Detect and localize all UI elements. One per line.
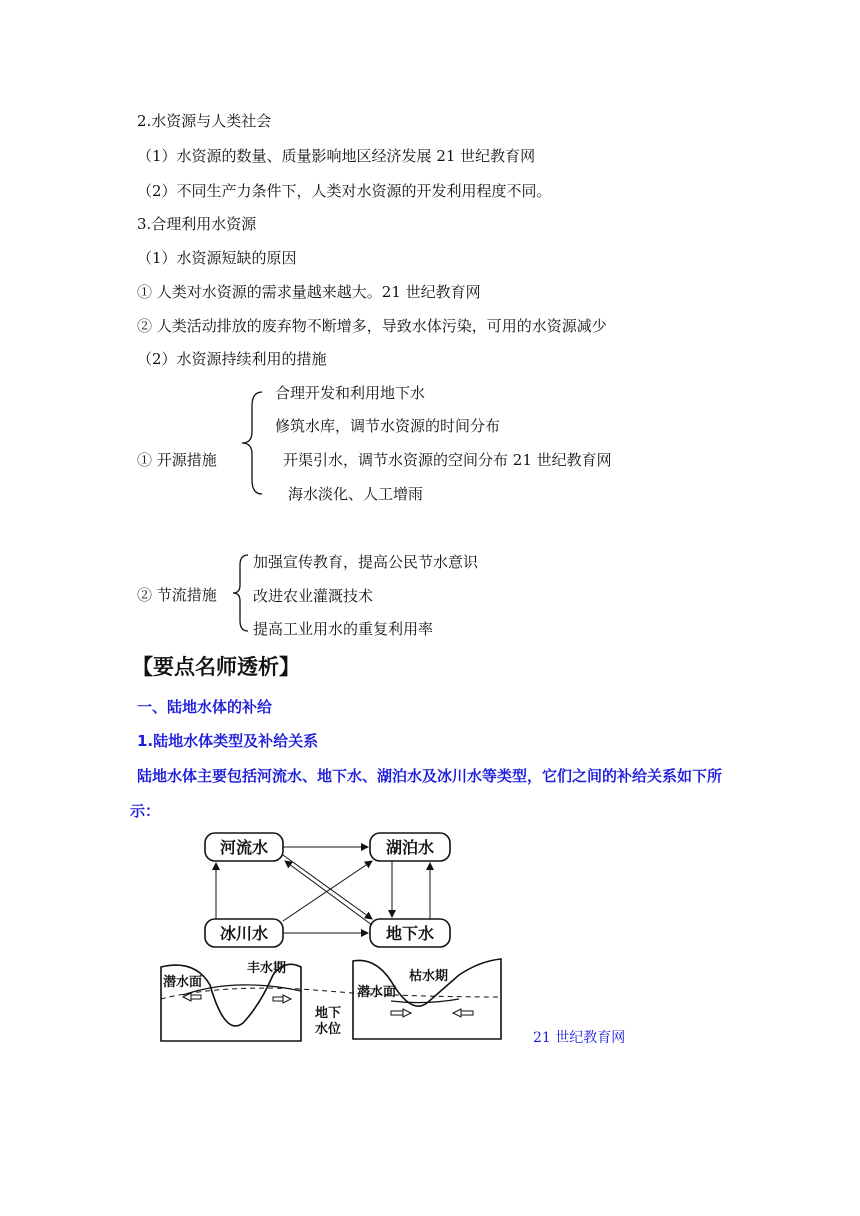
desc-line-1: 陆地水体主要包括河流水、地下水、湖泊水及冰川水等类型，它们之间的补给关系如下所 bbox=[137, 767, 723, 785]
point1-title: 1.陆地水体类型及补给关系 bbox=[137, 732, 319, 750]
open-item-3: 开渠引水，调节水资源的空间分布 21 世纪教育网 bbox=[283, 451, 612, 469]
save-item-2: 改进农业灌溉技术 bbox=[253, 587, 374, 605]
reason-1: ① 人类对水资源的需求量越来越大。21 世纪教育网 bbox=[137, 283, 481, 301]
box-ground bbox=[370, 919, 450, 947]
water-supply-diagram bbox=[150, 825, 520, 955]
save-brace-icon bbox=[230, 551, 252, 635]
label-gw-level-2: 水位 bbox=[315, 1022, 342, 1037]
box-river bbox=[205, 833, 283, 861]
open-item-4: 海水淡化、人工增雨 bbox=[288, 485, 424, 503]
desc-line-2: 示： bbox=[130, 802, 161, 820]
section3-sub1: （1）水资源短缺的原因 bbox=[137, 249, 297, 267]
label-gw-level-1: 地下 bbox=[315, 1006, 342, 1021]
open-item-1: 合理开发和利用地下水 bbox=[275, 384, 426, 402]
save-item-3: 提高工业用水的重复利用率 bbox=[253, 620, 434, 638]
watermark-text: 21 世纪教育网 bbox=[533, 1030, 626, 1046]
arrow-ground-to-river bbox=[285, 861, 372, 925]
part1-title: 一、陆地水体的补给 bbox=[137, 698, 273, 716]
label-river: 河流水 bbox=[219, 838, 269, 857]
section2-item-2: （2）不同生产力条件下，人类对水资源的开发利用程度不同。 bbox=[137, 182, 552, 200]
label-dry-season: 枯水期 bbox=[409, 969, 449, 984]
box-lake bbox=[370, 833, 450, 861]
save-measures-label: ② 节流措施 bbox=[137, 586, 217, 604]
section3-sub2: （2）水资源持续利用的措施 bbox=[137, 350, 327, 368]
section2-title: 2.水资源与人类社会 bbox=[137, 112, 272, 130]
label-ground: 地下水 bbox=[385, 924, 435, 943]
arrow-glacier-to-lake bbox=[283, 861, 372, 921]
arrow-river-to-ground bbox=[283, 855, 372, 919]
label-lake: 湖泊水 bbox=[385, 838, 435, 857]
open-measures-label: ① 开源措施 bbox=[137, 451, 217, 469]
label-glacier: 冰川水 bbox=[219, 924, 269, 943]
open-brace-icon bbox=[238, 388, 268, 498]
reason-2: ② 人类活动排放的废弃物不断增多，导致水体污染，可用的水资源减少 bbox=[137, 317, 607, 335]
section2-item-1: （1）水资源的数量、质量影响地区经济发展 21 世纪教育网 bbox=[137, 147, 536, 165]
label-flood-season: 丰水期 bbox=[247, 961, 287, 976]
analysis-heading: 【要点名师透析】 bbox=[132, 655, 300, 679]
open-item-2: 修筑水库，调节水资源的时间分布 bbox=[275, 417, 501, 435]
section3-title: 3.合理利用水资源 bbox=[137, 215, 257, 233]
water-level-diagram bbox=[155, 955, 515, 1050]
save-item-1: 加强宣传教育，提高公民节水意识 bbox=[253, 553, 479, 571]
label-phreatic-1: 潜水面 bbox=[163, 975, 203, 990]
label-phreatic-2: 潜水面 bbox=[357, 985, 397, 1000]
box-glacier bbox=[205, 919, 283, 947]
